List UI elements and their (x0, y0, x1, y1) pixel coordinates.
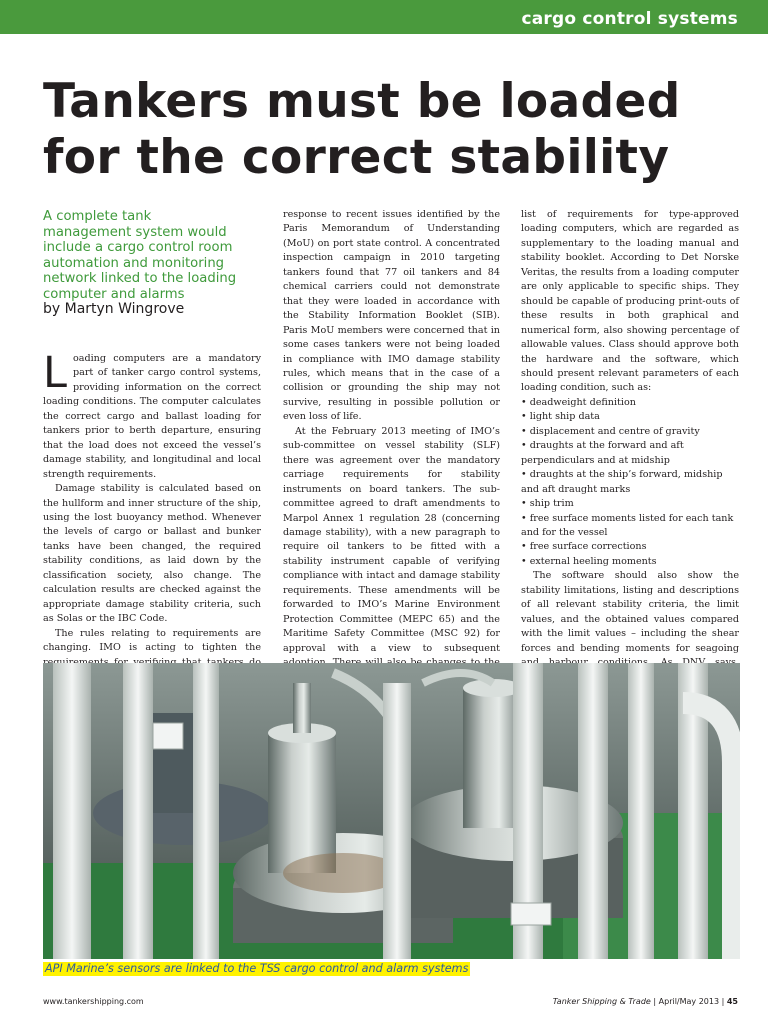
list-item: • displacement and centre of gravity (521, 425, 739, 439)
folio-separator: | (653, 997, 659, 1006)
footer-folio (553, 997, 738, 1006)
paragraph: Damage stability is calculated based on the hullform and inner structure of the ship, using the lost buoyancy method. Whenever the levels of cargo or ballast and bunker tanks have been changed, the required stability conditions, as laid down by the classification society, also change. The calculation results are checked against the appropriate damage stability criteria, such as Solas or the IBC Code. (43, 483, 261, 625)
article-photo (43, 663, 740, 959)
list-item: • free surface corrections (521, 540, 739, 554)
paragraph-text: oading computers are a mandatory part of tanker cargo control systems, providing information on the correct loading conditions. The computer calculates the correct cargo and ballast loading for tankers prior to berth departure, ensuring that the load does not exceed the vessel’s damage stability, and longitudinal and local strength requirements. (43, 353, 261, 480)
paragraph (43, 348, 261, 482)
list-item: • ship trim (521, 497, 739, 511)
page-number: 45 (726, 997, 738, 1006)
section-label: cargo control systems (521, 9, 738, 29)
paragraph: response to recent issues identified by the Paris Memorandum of Understanding (MoU) on port state control. A concentrated inspection campaign in 2010 targeting tankers found that 77 oil tankers and 84 chemical carriers could not demonstrate that they were loaded in accordance with the Stability Information Booklet (SIB). Paris MoU members were concerned that in some cases tankers were not being loaded in compliance with IMO damage stability rules, which means that in the case of a collision or grounding the ship may not survive, resulting in possible pollution or even loss of life. (283, 209, 500, 423)
list-item: • draughts at the forward and aft perpendiculars and at midship (521, 439, 739, 468)
issue-date: April/May 2013 (658, 997, 720, 1006)
paragraph: The software should also show the stability limitations, listing and descriptions of all relevant stability criteria, the limit values, and the obtained values compared with the limit values – including the shear forces and bending moments for seagoing (521, 570, 739, 654)
standfirst: A complete tank management system would include a cargo control room automation and monitoring network linked to the loading computer and alarms (43, 209, 237, 302)
list-item: • external heeling moments (521, 555, 739, 569)
paragraph: list of requirements for type-approved loading computers, which are regarded as supplementary to the loading manual and stability booklet. According to Det Norske Veritas, the results from a loading computer are only applicable to specific ships. They should be capable of producing print-outs of these results in both graphical and numerical form, also showing percentage of allowable values. Class should approve both the hardware and the software, which should present relevant parameters of each loading condition, such as: (521, 209, 739, 394)
folio-separator: | (721, 997, 727, 1006)
article-column-3 (521, 208, 739, 685)
footer-url: www.tankershipping.com (43, 997, 144, 1006)
parameter-list (521, 396, 739, 569)
list-item: • deadweight definition (521, 396, 739, 410)
section-header-bar (0, 0, 768, 34)
article-column-1 (43, 348, 261, 699)
article-headline (43, 74, 743, 186)
paragraph: At the February 2013 meeting of IMO’s sub-committee on vessel stability (SLF) there was agreement over the mandatory carriage requirements for stability instruments on board tankers. The sub-committee agreed to draft amendments to Marpol Annex 1 regulation 28 (concerning damage stability), with a new paragraph to require oil tankers to be fitted with a stability instrument capable of verifying compliance with intact and damage stability requirements. These amendments will be forwarded to IMO’s Marine Environment Protection Committee (MEPC 65) and the Maritime Safety Committee (MSC 92) for approval with a view to subsequent (283, 425, 500, 654)
publication-name: Tanker Shipping & Trade (552, 997, 651, 1006)
tank-sensors-illustration (43, 663, 740, 959)
list-item: • light ship data (521, 410, 739, 424)
list-item: • draughts at the ship’s forward, midship and aft draught marks (521, 468, 739, 497)
byline: by Martyn Wingrove (43, 301, 185, 317)
list-item: • free surface moments listed for each tank and for the vessel (521, 512, 739, 541)
headline-line-2: for the correct stability (43, 130, 670, 185)
photo-caption: API Marine’s sensors are linked to the TSS cargo control and alarm systems (45, 962, 469, 975)
headline-line-1: Tankers must be loaded (43, 74, 681, 129)
drop-cap: L (43, 348, 67, 398)
paragraph: The rules relating to requirements are changing. IMO is acting to tighten the (43, 627, 261, 654)
article-column-2 (283, 208, 500, 699)
